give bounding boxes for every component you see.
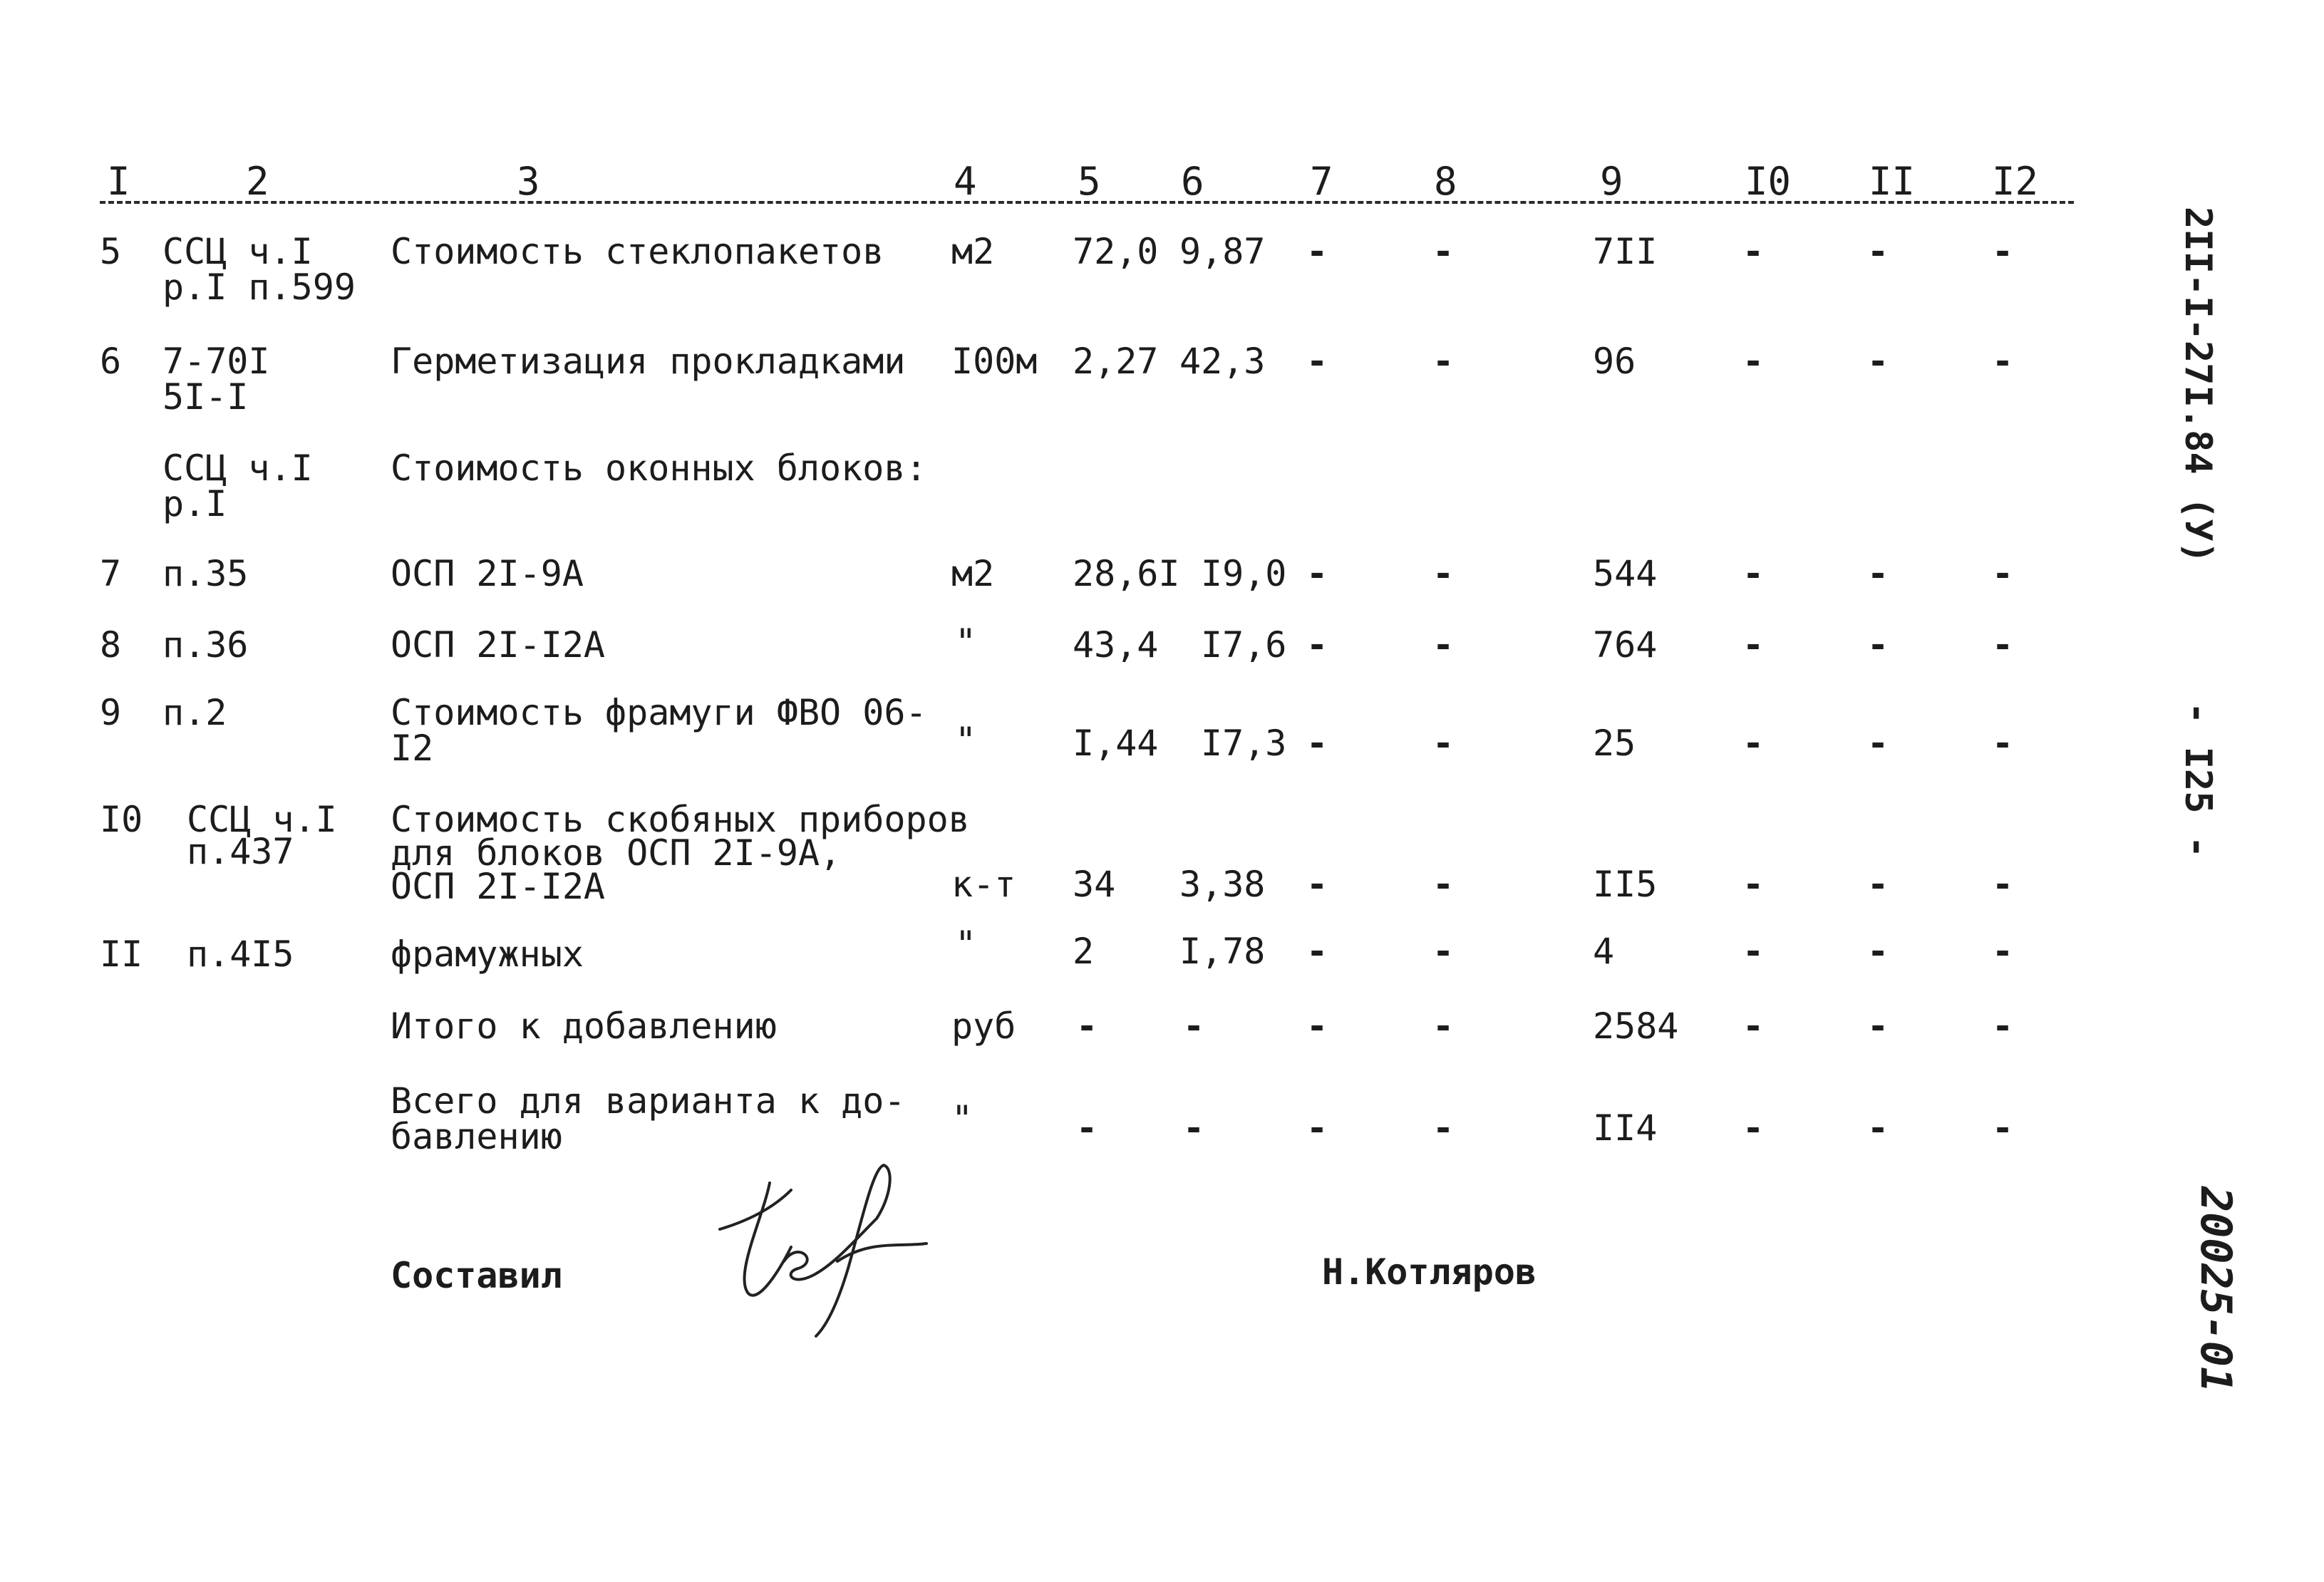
col-header-3: 3	[517, 159, 540, 204]
row-col5: 34	[1073, 864, 1116, 905]
col-header-11: II	[1869, 159, 1916, 204]
row-col11: -	[1867, 1107, 1889, 1149]
row-col8: -	[1432, 864, 1455, 905]
row-col11: -	[1867, 553, 1889, 594]
document-code: 2II-I-27I.84 (У)	[2176, 207, 2219, 564]
row-description: Стоимость оконных блоков:	[391, 448, 927, 489]
page-number: - I25 -	[2176, 702, 2219, 859]
row-col7: -	[1306, 553, 1328, 594]
row-number: II	[100, 934, 143, 975]
row-col11: -	[1867, 723, 1889, 764]
row-col12: -	[1992, 231, 2014, 272]
compiled-by-label: Составил	[391, 1255, 562, 1296]
row-col6: I7,3	[1201, 723, 1287, 764]
row-reference: п.2	[162, 692, 227, 733]
row-col8: -	[1432, 624, 1455, 666]
row-col6: I9,0	[1201, 553, 1287, 594]
row-description: I2	[391, 728, 434, 769]
row-description: Стоимость фрамуги ФВО 06-	[391, 692, 927, 733]
row-col12: -	[1992, 1005, 2014, 1047]
row-reference: п.36	[162, 624, 249, 666]
row-unit: м2	[951, 231, 995, 272]
row-col6: -	[1183, 1107, 1205, 1149]
row-col12: -	[1992, 341, 2014, 382]
row-col7: -	[1306, 624, 1328, 666]
signature	[713, 1162, 948, 1340]
row-col7: -	[1306, 864, 1328, 905]
col-header-8: 8	[1434, 159, 1457, 204]
row-col6: -	[1183, 1005, 1205, 1047]
row-col5: -	[1076, 1107, 1098, 1149]
row-col12: -	[1992, 1107, 2014, 1149]
row-col10: -	[1742, 1107, 1765, 1149]
row-col9: II5	[1593, 864, 1658, 905]
row-col5: I,44	[1073, 723, 1159, 764]
row-reference: р.I п.599	[162, 267, 356, 308]
row-col10: -	[1742, 864, 1765, 905]
row-reference: п.4I5	[187, 934, 294, 975]
col-header-5: 5	[1078, 159, 1101, 204]
row-col11: -	[1867, 231, 1889, 272]
row-unit: I00м	[951, 341, 1038, 382]
row-col7: -	[1306, 931, 1328, 972]
row-col11: -	[1867, 1005, 1889, 1047]
row-col12: -	[1992, 624, 2014, 666]
col-header-10: I0	[1745, 159, 1792, 204]
row-description: Стоимость скобяных приборов	[391, 799, 970, 840]
row-unit: "	[955, 720, 977, 761]
row-col8: -	[1432, 553, 1455, 594]
row-description: для блоков ОСП 2I-9А,	[391, 832, 842, 874]
row-reference: п.35	[162, 553, 249, 594]
row-col8: -	[1432, 723, 1455, 764]
row-col12: -	[1992, 553, 2014, 594]
row-col10: -	[1742, 931, 1765, 972]
row-description: Герметизация прокладками	[391, 341, 906, 382]
row-reference: п.437	[187, 831, 294, 872]
row-col7: -	[1306, 723, 1328, 764]
row-col5: -	[1076, 1005, 1098, 1047]
row-col10: -	[1742, 723, 1765, 764]
row-description: ОСП 2I-9А	[391, 553, 584, 594]
row-col6: I7,6	[1201, 624, 1287, 666]
row-col12: -	[1992, 931, 2014, 972]
row-col9: 4	[1593, 931, 1615, 972]
row-col11: -	[1867, 864, 1889, 905]
row-unit: "	[955, 621, 977, 663]
col-header-12: I2	[1992, 159, 2039, 204]
grand-total-label: бавлению	[391, 1116, 562, 1157]
col-header-9: 9	[1600, 159, 1623, 204]
grand-total-value: II4	[1593, 1107, 1658, 1149]
col-header-7: 7	[1310, 159, 1333, 204]
row-number: 7	[100, 553, 122, 594]
row-unit: к-т	[951, 864, 1016, 905]
row-col9: 7II	[1593, 231, 1658, 272]
row-reference: ССЦ ч.I	[187, 799, 337, 840]
col-header-6: 6	[1181, 159, 1204, 204]
col-header-1: I	[107, 159, 130, 204]
row-col7: -	[1306, 231, 1328, 272]
row-col5: 2,27	[1073, 341, 1159, 382]
row-col10: -	[1742, 231, 1765, 272]
row-number: 6	[100, 341, 122, 382]
total-value: 2584	[1593, 1005, 1679, 1047]
col-header-4: 4	[954, 159, 977, 204]
row-description: ОСП 2I-I2А	[391, 624, 606, 666]
row-unit: м2	[951, 553, 995, 594]
header-rule	[100, 201, 2074, 204]
row-col7: -	[1306, 341, 1328, 382]
row-reference: р.I	[162, 483, 227, 524]
row-col7: -	[1306, 1107, 1328, 1149]
row-col11: -	[1867, 931, 1889, 972]
row-reference: 5I-I	[162, 376, 249, 418]
row-unit: руб	[951, 1005, 1016, 1047]
col-header-2: 2	[246, 159, 269, 204]
row-col11: -	[1867, 341, 1889, 382]
row-col6: 9,87	[1179, 231, 1266, 272]
row-description: ОСП 2I-I2А	[391, 866, 606, 907]
row-col5: 43,4	[1073, 624, 1159, 666]
row-col10: -	[1742, 624, 1765, 666]
row-col10: -	[1742, 341, 1765, 382]
total-label: Итого к добавлению	[391, 1005, 777, 1047]
row-col5: 2	[1073, 931, 1095, 972]
row-col9: 544	[1593, 553, 1658, 594]
row-number: I0	[100, 799, 143, 840]
row-unit: "	[951, 1098, 974, 1139]
row-col9: 96	[1593, 341, 1636, 382]
row-number: 9	[100, 692, 122, 733]
row-reference: 7-70I	[162, 341, 270, 382]
row-col5: 28,6I	[1073, 553, 1180, 594]
row-reference: ССЦ ч.I	[162, 448, 313, 489]
row-col5: 72,0	[1073, 231, 1159, 272]
grand-total-label: Всего для варианта к до-	[391, 1080, 906, 1122]
row-col9: 764	[1593, 624, 1658, 666]
row-description: Стоимость стеклопакетов	[391, 231, 884, 272]
row-col6: I,78	[1179, 931, 1266, 972]
row-col7: -	[1306, 1005, 1328, 1047]
row-col8: -	[1432, 931, 1455, 972]
row-col12: -	[1992, 864, 2014, 905]
row-col9: 25	[1593, 723, 1636, 764]
row-col8: -	[1432, 231, 1455, 272]
row-col10: -	[1742, 553, 1765, 594]
row-col11: -	[1867, 624, 1889, 666]
row-col6: 42,3	[1179, 341, 1266, 382]
row-col6: 3,38	[1179, 864, 1266, 905]
row-reference: ССЦ ч.I	[162, 231, 313, 272]
row-description: фрамужных	[391, 934, 584, 975]
row-col8: -	[1432, 1107, 1455, 1149]
row-unit: "	[955, 924, 977, 965]
inventory-number: 20025-01	[2191, 1186, 2241, 1392]
row-number: 8	[100, 624, 122, 666]
row-col10: -	[1742, 1005, 1765, 1047]
compiler-name: Н.Котляров	[1322, 1251, 1537, 1293]
row-col8: -	[1432, 1005, 1455, 1047]
row-col12: -	[1992, 723, 2014, 764]
row-col8: -	[1432, 341, 1455, 382]
row-number: 5	[100, 231, 122, 272]
